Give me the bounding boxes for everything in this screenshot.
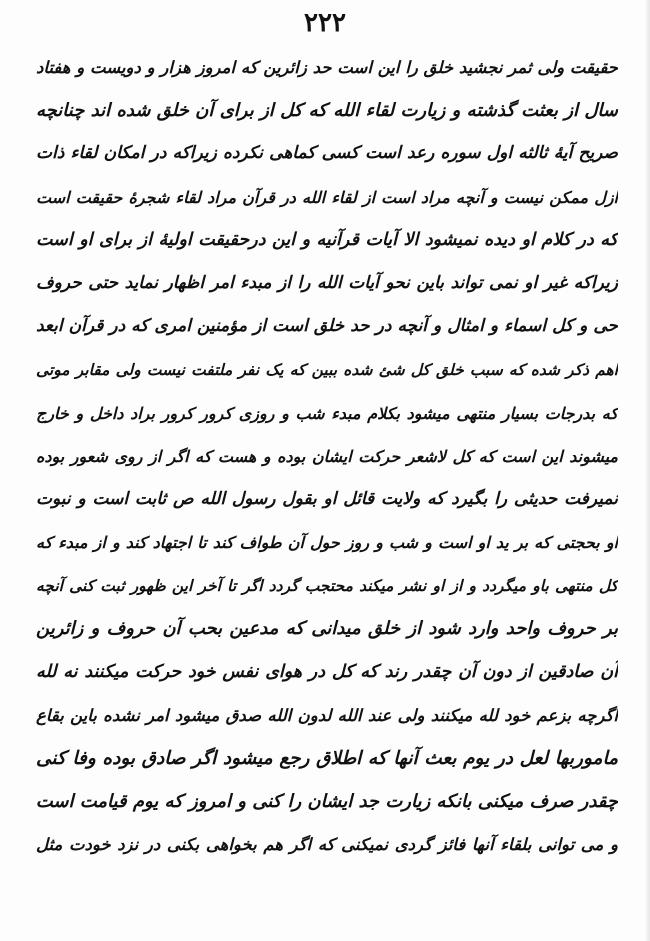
text-line-3: صریح آیهٔ ثالثه اول سوره رعد است کسی کماهی نکرده زیراکه در امکان لقاء ذات	[36, 143, 618, 164]
text-line-15: آن صادقین از دون آن چقدر رند که کل در هوای نفس خود حرکت میکنند نه لله	[36, 661, 618, 682]
text-line-10: میشوند این است که کل لاشعر حرکت ایشان بوده و هست که اگر از روی شعور بوده	[36, 446, 618, 466]
body-text	[36, 46, 618, 867]
text-line-2: سال از بعثت گذشته و زیارت لقاء الله که کل از برای آن خلق شده اند چنانچه	[36, 100, 618, 122]
text-line-18: چقدر صرف میکنی بانکه زیارت جد ایشان را کنی و امروز که یوم قیامت است	[36, 791, 618, 813]
text-line-17: ماموربها لعل در یوم بعث آنها که اطلاق رجع میشود اگر صادق بوده وفا کنی	[36, 748, 618, 769]
text-line-16: اگرچه بزعم خود لله میکنند ولی عند الله لدون الله صدق میشود امر نشده باین بقاع	[36, 705, 618, 725]
text-line-12: او بحجتی که بر ید او است و شب و روز حول آن طواف کند تا اجتهاد کند و از مبدء که	[36, 533, 618, 553]
page-edge-shadow	[644, 0, 650, 941]
text-line-8: اهم ذکر شده که سبب خلق کل شئ شده ببین که یک نفر ملتفت نیست ولی مقابر موتی	[36, 360, 618, 380]
page-number: ۲۲۲	[304, 8, 346, 38]
text-line-9: که بدرجات بسیار منتهی میشود بکلام مبدء شب و روزی کرور کرور براد داخل و خارج	[36, 403, 618, 423]
text-line-13: کل منتهی باو میگردد و از او نشر میکند محتجب گردد اگر تا آخر این ظهور ثبت کنی آنچه	[36, 576, 618, 596]
text-line-11: نمیرفت حدیثی را بگیرد که ولایت قائل او بقول رسول الله ص ثابت است و نبوت	[36, 488, 618, 509]
text-line-14: بر حروف واحد وارد شود از خلق میدانی که مدعین بحب آن حروف و زائرین	[36, 618, 618, 640]
text-line-1: حقیقت ولی ثمر نجشید خلق را این است حد زائرین که امروز هزار و دویست و هفتاد	[36, 58, 618, 77]
text-line-19: و می توانی بلقاء آنها فائز گردی نمیکنی که اگر هم بخواهی بکنی در نزد خودت مثل	[36, 835, 618, 855]
text-line-5: که در کلام او دیده نمیشود الا آیات قرآنیه و این درحقیقت اولیهٔ از برای او است	[36, 229, 618, 250]
text-line-4: ازل ممکن نیست و آنچه مراد است از لقاء الله در قرآن مراد لقاء شجرهٔ حقیقت است	[36, 187, 618, 207]
text-line-6: زیراکه غیر او نمی تواند باین نحو آیات الله را از مبدء امر اظهار نماید حتی حروف	[36, 272, 618, 293]
text-line-7: حی و کل اسماء و امثال و آنچه در حد خلق است از مؤمنین امری که در قرآن ابعد	[36, 316, 618, 337]
